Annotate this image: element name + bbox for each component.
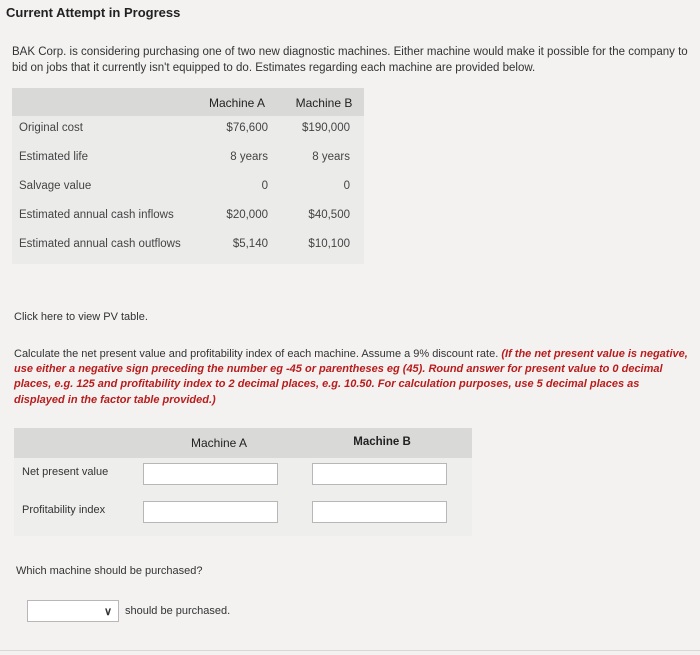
column-header-machine-b: Machine B — [295, 96, 353, 110]
table-row-annual-cash-outflows — [12, 238, 364, 258]
pi-machine-b-input[interactable] — [312, 501, 447, 523]
selection-suffix: should be purchased. — [125, 605, 231, 617]
estimates-table — [12, 88, 364, 264]
question-text: Which machine should be purchased? — [16, 565, 203, 577]
machine-a-value: $20,000 — [226, 209, 268, 221]
row-label: Estimated annual cash outflows — [19, 238, 181, 250]
row-label: Original cost — [19, 122, 83, 134]
answer-table — [14, 428, 472, 536]
instructions-note: (If the net present value is negative, use either a negative sign preceding the number eg -45 or parentheses eg (45). Round answer for present value to 0 decimal places, e.g. 125 and profitability index to 2 decimal places, e.g. 10.50. For calculation purposes, use 5 decimal places as displayed in the factor table provided.) — [14, 348, 688, 406]
instructions-main: Calculate the net present value and profitability index of each machine. Assume a 9% discount rate. — [14, 348, 502, 360]
row-label: Salvage value — [19, 180, 92, 192]
machine-a-value: $5,140 — [232, 238, 268, 250]
table-row-salvage-value — [12, 180, 364, 200]
table-row-estimated-life — [12, 151, 364, 171]
machine-a-value: 0 — [261, 180, 268, 192]
pi-machine-a-input[interactable] — [143, 501, 278, 523]
row-label: Estimated life — [19, 151, 89, 163]
machine-b-value: $40,500 — [308, 209, 350, 221]
page-title: Current Attempt in Progress — [6, 5, 181, 20]
machine-b-value: 8 years — [312, 151, 350, 163]
npv-machine-a-input[interactable] — [143, 463, 278, 485]
machine-b-value: $10,100 — [308, 238, 350, 250]
pv-table-link[interactable]: Click here to view PV table. — [14, 311, 148, 323]
row-label-profitability-index: Profitability index — [22, 504, 106, 516]
machine-a-value: $76,600 — [226, 122, 268, 134]
answer-table-header — [14, 428, 472, 458]
machine-b-value: $190,000 — [302, 122, 350, 134]
problem-intro: BAK Corp. is considering purchasing one of two new diagnostic machines. Either machine would make it possible for the company to bid on jobs that it currently isn't equipped to do. Estimates regarding each machine are provided below. — [12, 46, 688, 74]
instructions — [14, 347, 690, 408]
chevron-down-icon: ∨ — [103, 606, 112, 618]
machine-b-value: 0 — [343, 180, 350, 192]
column-header-machine-a: Machine A — [190, 436, 248, 450]
row-label: Estimated annual cash inflows — [19, 209, 174, 221]
divider — [0, 650, 700, 651]
table-row-annual-cash-inflows — [12, 209, 364, 229]
machine-select-dropdown[interactable] — [27, 600, 119, 622]
column-header-machine-b: Machine B — [353, 436, 411, 448]
npv-machine-b-input[interactable] — [312, 463, 447, 485]
column-header-machine-a: Machine A — [208, 96, 266, 110]
row-label-net-present-value: Net present value — [22, 466, 109, 478]
estimates-table-header — [12, 88, 364, 116]
table-row-original-cost — [12, 122, 364, 142]
machine-a-value: 8 years — [230, 151, 268, 163]
